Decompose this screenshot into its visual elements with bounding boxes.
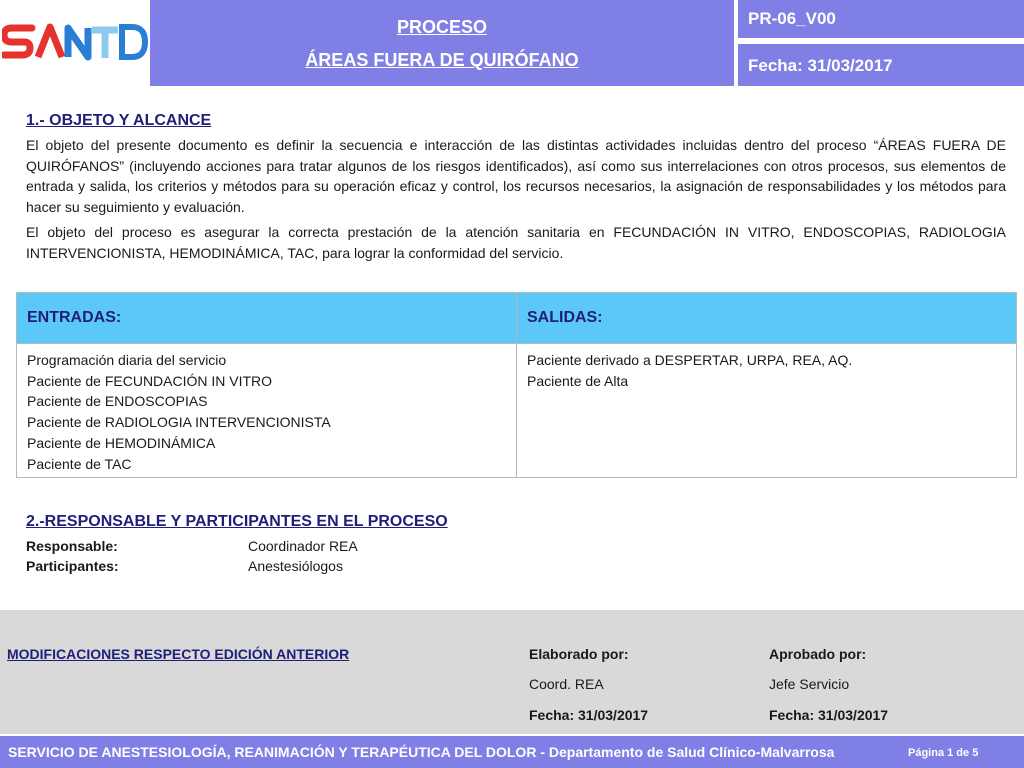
- list-item: Paciente derivado a DESPERTAR, URPA, REA, AQ.: [527, 352, 853, 368]
- outputs-list: [527, 350, 852, 391]
- elaborated-label: Elaborado por:: [529, 646, 629, 662]
- outputs-header: SALIDAS:: [527, 309, 603, 326]
- process-label: PROCESO: [396, 17, 488, 37]
- approved-by: Jefe Servicio: [769, 676, 850, 692]
- process-title-box: [150, 0, 734, 86]
- approved-date: Fecha: 31/03/2017: [769, 707, 889, 723]
- section-1-title: 1.- OBJETO Y ALCANCE: [26, 112, 212, 129]
- section-1-paragraph-2: El objeto del proceso es asegurar la correcta prestación de la atención sanitaria en FECUNDACIÓN IN VITRO, ENDOSCOPIAS, RADIOLOGIA INTERVENCIONISTA, HEMODINÁMICA, TAC, para lograr la conformidad del servicio.: [26, 224, 1006, 261]
- process-name: ÁREAS FUERA DE QUIRÓFANO: [305, 50, 579, 70]
- inputs-header: ENTRADAS:: [27, 309, 122, 326]
- list-item: Paciente de FECUNDACIÓN IN VITRO: [27, 372, 273, 389]
- list-item: Paciente de ENDOSCOPIAS: [27, 393, 208, 410]
- page-indicator: Página 1 de 5: [908, 747, 979, 759]
- list-item: Programación diaria del servicio: [27, 352, 227, 368]
- inputs-list: [27, 350, 331, 474]
- modifications-link[interactable]: MODIFICACIONES RESPECTO EDICIÓN ANTERIOR: [7, 646, 350, 662]
- participants-value: Anestesiólogos: [248, 558, 343, 574]
- service-footer-bar: [0, 736, 1024, 768]
- list-item: Paciente de RADIOLOGIA INTERVENCIONISTA: [27, 414, 331, 431]
- participants-label: Participantes:: [26, 558, 119, 574]
- responsible-value: Coordinador REA: [248, 538, 358, 554]
- service-line: SERVICIO DE ANESTESIOLOGÍA, REANIMACIÓN Y TERAPÉUTICA DEL DOLOR - Departamento de Salud Clínico-Malvarrosa: [8, 744, 835, 760]
- list-item: Paciente de Alta: [527, 372, 629, 389]
- document-date: Fecha: 31/03/2017: [738, 44, 1024, 86]
- table-column-divider: [516, 293, 517, 477]
- section-1-paragraph-1: El objeto del presente documento es definir la secuencia e interacción de las distintas actividades incluidas dentro del proceso “ÁREAS FUERA DE QUIRÓFANOS” (incluyendo acciones para tratar algunos de los riesgos identificados), así como sus interrelaciones con otros procesos, sus elementos de entrada y salida, los criterios y métodos para su operación eficaz y control, los recursos necesarios, la asignación de responsabilidades y los métodos para hacer su seguimiento y evaluación.: [26, 137, 1006, 215]
- approved-label: Aprobado por:: [769, 646, 867, 662]
- inputs-outputs-table: [16, 292, 1017, 478]
- list-item: Paciente de HEMODINÁMICA: [27, 434, 216, 451]
- elaborated-by: Coord. REA: [529, 676, 604, 692]
- list-item: Paciente de TAC: [27, 455, 132, 472]
- modifications-band: [0, 610, 1024, 734]
- santd-logo-graphic: [2, 22, 148, 62]
- elaborated-date: Fecha: 31/03/2017: [529, 707, 649, 723]
- section-2-title: 2.-RESPONSABLE Y PARTICIPANTES EN EL PROCESO: [26, 513, 448, 530]
- document-code: PR-06_V00: [738, 0, 1024, 38]
- responsible-label: Responsable:: [26, 538, 118, 554]
- organization-logo: [0, 0, 148, 86]
